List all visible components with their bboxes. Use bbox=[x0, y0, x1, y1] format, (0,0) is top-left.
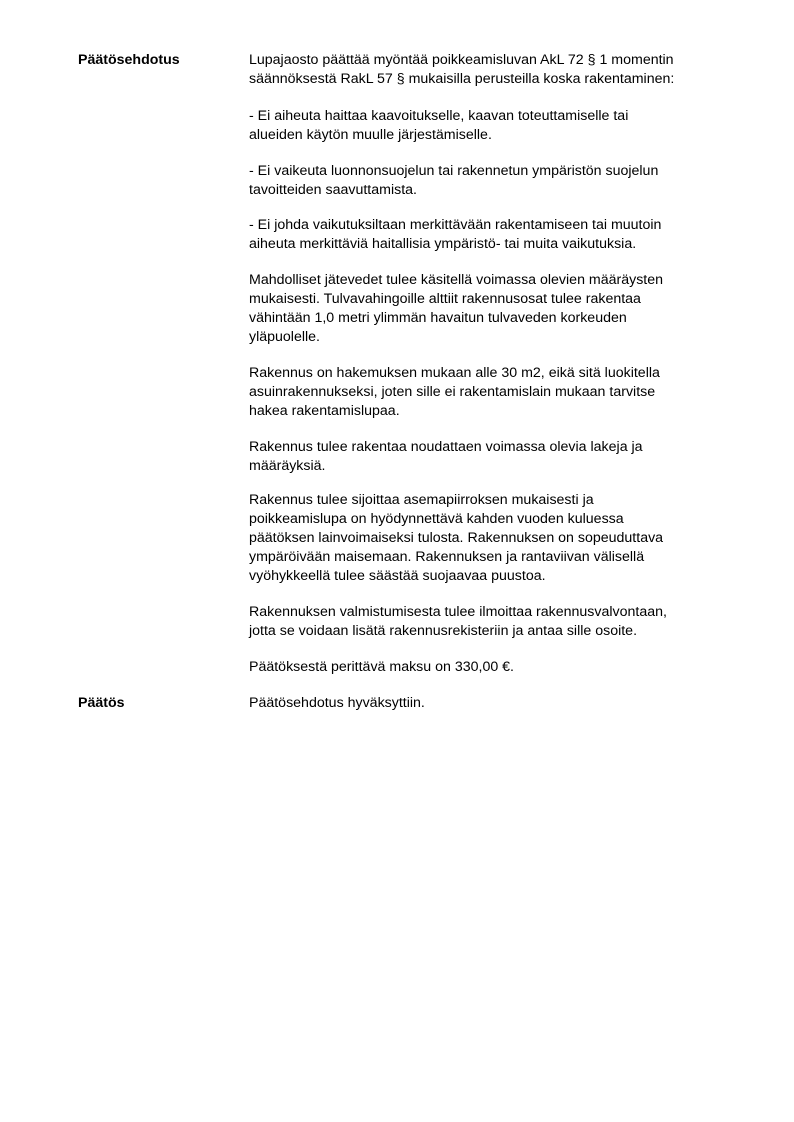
text-line: mukaisesti. Tulvavahingoille alttiit rakennusosat tulee rakentaa bbox=[249, 291, 641, 307]
text-line: Rakennuksen valmistumisesta tulee ilmoittaa rakennusvalvontaan, bbox=[249, 604, 667, 620]
paragraph-10 bbox=[249, 658, 749, 677]
text-line: päätöksen lainvoimaiseksi tulosta. Rakennuksen on sopeuduttava bbox=[249, 530, 664, 546]
paragraph-7 bbox=[249, 438, 749, 476]
text-line: alueiden käytön muulle järjestämiselle. bbox=[249, 127, 492, 143]
text-line: Päätöksestä perittävä maksu on 330,00 €. bbox=[249, 659, 514, 675]
text-line: hakea rakentamislupaa. bbox=[249, 403, 400, 419]
paragraph-6 bbox=[249, 364, 749, 421]
paragraph-decision bbox=[249, 694, 749, 713]
paragraph-5 bbox=[249, 271, 749, 347]
text-line: Rakennus tulee rakentaa noudattaen voimassa olevia lakeja ja bbox=[249, 439, 643, 455]
text-line: aiheuta merkittäviä haitallisia ympäristö- tai muita vaikutuksia. bbox=[249, 236, 637, 252]
paragraph-3 bbox=[249, 162, 749, 200]
text-line: ympäröivään maisemaan. Rakennuksen ja rantaviivan välisellä bbox=[249, 549, 645, 565]
text-line: jotta se voidaan lisätä rakennusrekisteriin ja antaa sille osoite. bbox=[249, 623, 638, 639]
section-label-paatos: Päätös bbox=[78, 695, 125, 711]
text-line: - Ei vaikeuta luonnonsuojelun tai rakennetun ympäristön suojelun bbox=[249, 163, 659, 179]
text-line: poikkeamislupa on hyödynnettävä kahden vuoden kuluessa bbox=[249, 511, 624, 527]
paragraph-8 bbox=[249, 491, 749, 586]
text-line: vyöhykkeellä tulee säästää suojaavaa puustoa. bbox=[249, 568, 546, 584]
text-line: yläpuolelle. bbox=[249, 329, 320, 345]
text-line: vähintään 1,0 metri ylimmän havaitun tulvaveden korkeuden bbox=[249, 310, 627, 326]
text-line: asuinrakennukseksi, joten sille ei rakentamislain mukaan tarvitse bbox=[249, 384, 656, 400]
text-line: - Ei aiheuta haittaa kaavoitukselle, kaavan toteuttamiselle tai bbox=[249, 108, 629, 124]
section-label-paatosehdotus: Päätösehdotus bbox=[78, 52, 180, 68]
text-line: Päätösehdotus hyväksyttiin. bbox=[249, 695, 425, 711]
text-line: tavoitteiden saavuttamista. bbox=[249, 182, 417, 198]
text-line: säännöksestä RakL 57 § mukaisilla perusteilla koska rakentaminen: bbox=[249, 71, 675, 87]
paragraph-1 bbox=[249, 51, 749, 89]
text-line: - Ei johda vaikutuksiltaan merkittävään rakentamiseen tai muutoin bbox=[249, 217, 662, 233]
paragraph-9 bbox=[249, 603, 749, 641]
text-line: Rakennus on hakemuksen mukaan alle 30 m2, eikä sitä luokitella bbox=[249, 365, 660, 381]
text-line: Rakennus tulee sijoittaa asemapiirroksen mukaisesti ja bbox=[249, 492, 594, 508]
text-line: Mahdolliset jätevedet tulee käsitellä voimassa olevien määräysten bbox=[249, 272, 664, 288]
text-line: määräyksiä. bbox=[249, 458, 326, 474]
text-line: Lupajaosto päättää myöntää poikkeamisluvan AkL 72 § 1 momentin bbox=[249, 52, 674, 68]
paragraph-2 bbox=[249, 107, 749, 145]
paragraph-4 bbox=[249, 216, 749, 254]
